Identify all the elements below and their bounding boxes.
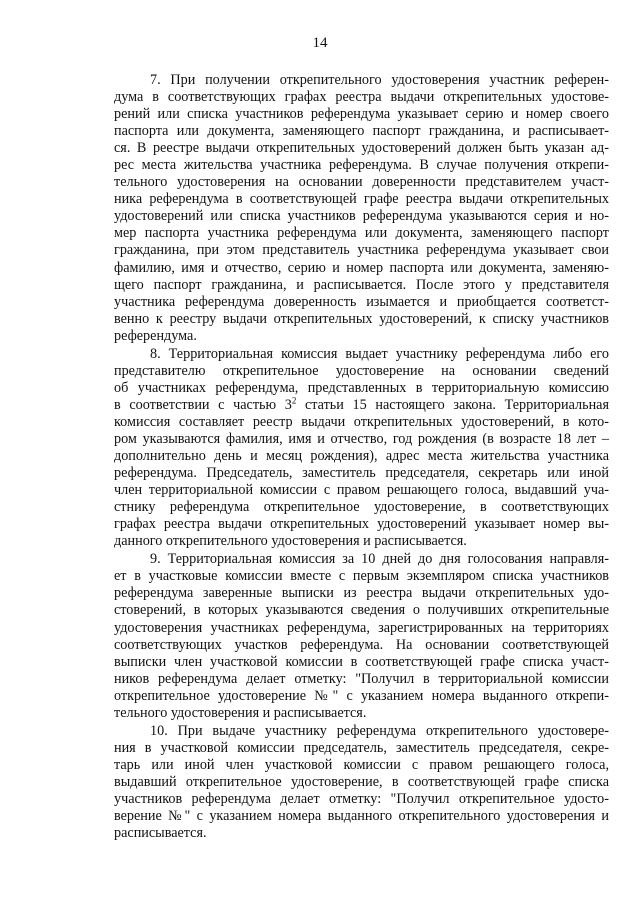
text-line: фамилию, имя и отчество, серию и номер паспорта или документа, заменяю- <box>114 259 609 276</box>
text-line: участника референдума доверенность изымается и приобщается соответст- <box>114 293 609 310</box>
text-line: гражданина, при этом представитель участника референдума указывает свои <box>114 242 609 259</box>
text-line: рес места жительства участника референдума. В случае получения открепи- <box>114 157 609 174</box>
text-line: участников референдума делает отметку: "Получил открепительное удосто- <box>114 790 609 807</box>
page-number: 14 <box>312 35 328 51</box>
text-line: тельного удостоверения на основании доверенности представителем участ- <box>114 174 609 191</box>
text-line: дума в соответствующих графах реестра выдачи открепительных удостове- <box>114 89 609 106</box>
text-line: ет в участковые комиссии вместе с первым экземпляром списка участников <box>114 568 609 585</box>
paragraph-10 <box>114 723 609 842</box>
text-line: графах реестра выдачи открепительных удостоверений указывает номер вы- <box>114 516 609 533</box>
text-line-with-superscript <box>114 397 609 414</box>
body-text <box>114 72 609 842</box>
text-line: ром указываются фамилия, имя и отчество, год рождения (в возрасте 18 лет – <box>114 430 609 447</box>
text-line: паспорта или документа, заменяющего паспорт гражданина, и расписывает- <box>114 123 609 140</box>
text-line: тельного удостоверения и расписывается. <box>114 704 367 721</box>
text-line: щего паспорт гражданина, и расписывается. После этого у представителя <box>114 276 609 293</box>
text-line: референдума заверенные выписки из реестра выдачи открепительных удо- <box>114 585 609 602</box>
text-line: стнику референдума открепительное удостоверение, в соответствующих <box>114 499 609 516</box>
text-line: представителю открепительное удостоверение на основании сведений <box>114 362 609 379</box>
text-fragment: статьи 15 настоящего закона. Территориальная <box>296 396 609 413</box>
text-line: об участниках референдума, представленных в территориальную комиссию <box>114 379 609 396</box>
text-line: референдума. Председатель, заместитель председателя, секретарь или иной <box>114 465 609 482</box>
text-line: референдума. <box>114 327 197 344</box>
text-line: соответствующих участков референдума. На основании соответствующей <box>114 636 609 653</box>
paragraph-8 <box>114 346 609 551</box>
text-line: ника референдума в соответствующей графе реестра выдачи открепительных <box>114 191 609 208</box>
paragraph-7 <box>114 72 609 345</box>
text-line: мер паспорта участника референдума или документа, заменяющего паспорт <box>114 225 609 242</box>
text-line: открепительное удостоверение №" с указанием номера выданного открепи- <box>114 687 609 704</box>
text-line: данного открепительного удостоверения и расписывается. <box>114 533 467 550</box>
superscript: 2 <box>291 395 297 406</box>
text-line: член территориальной комиссии с правом решающего голоса, выдавший уча- <box>114 482 609 499</box>
text-line: удостоверений или списка участников референдума указываются серия и но- <box>114 208 609 225</box>
text-line: выдавший открепительное удостоверение, в соответствующей графе списка <box>114 773 609 790</box>
text-line: стоверений, в которых указываются сведения о получивших открепительные <box>114 602 609 619</box>
text-line: ния в участковой комиссии председатель, заместитель председателя, секре- <box>114 739 609 756</box>
text-line: 8. Территориальная комиссия выдает участнику референдума либо его <box>150 345 609 362</box>
text-line: комиссия составляет реестр выдачи открепительных удостоверений, в кото- <box>114 413 609 430</box>
text-line: ников референдума делает отметку: "Получил в территориальной комиссии <box>114 670 609 687</box>
text-line: расписывается. <box>114 825 207 842</box>
text-line: 10. При выдаче участнику референдума открепительного удостовере- <box>150 722 609 739</box>
text-line: верение №" с указанием номера выданного открепительного удостоверения и <box>114 808 609 825</box>
text-fragment: в соответствии с частью 3 <box>114 396 292 413</box>
text-line: 7. При получении открепительного удостоверения участник референ- <box>150 72 609 88</box>
text-line: ся. В реестре выдачи открепительных удостоверений должен быть указан ад- <box>114 140 609 157</box>
text-line: дополнительно день и месяц рождения), адрес места жительства участника <box>114 448 609 465</box>
text-line: 9. Территориальная комиссия за 10 дней до дня голосования направля- <box>150 551 609 568</box>
text-line: рений или списка участников референдума указывает серию и номер своего <box>114 106 609 123</box>
text-line: выписки член участковой комиссии в соответствующей графе списка участ- <box>114 653 609 670</box>
text-line: тарь или иной член участковой комиссии с правом решающего голоса, <box>114 756 609 773</box>
paragraph-9 <box>114 551 609 721</box>
text-line: удостоверения участниках референдума, зарегистрированных на территориях <box>114 619 609 636</box>
text-line: венно к реестру выдачи открепительных удостоверений, к списку участников <box>114 310 609 327</box>
